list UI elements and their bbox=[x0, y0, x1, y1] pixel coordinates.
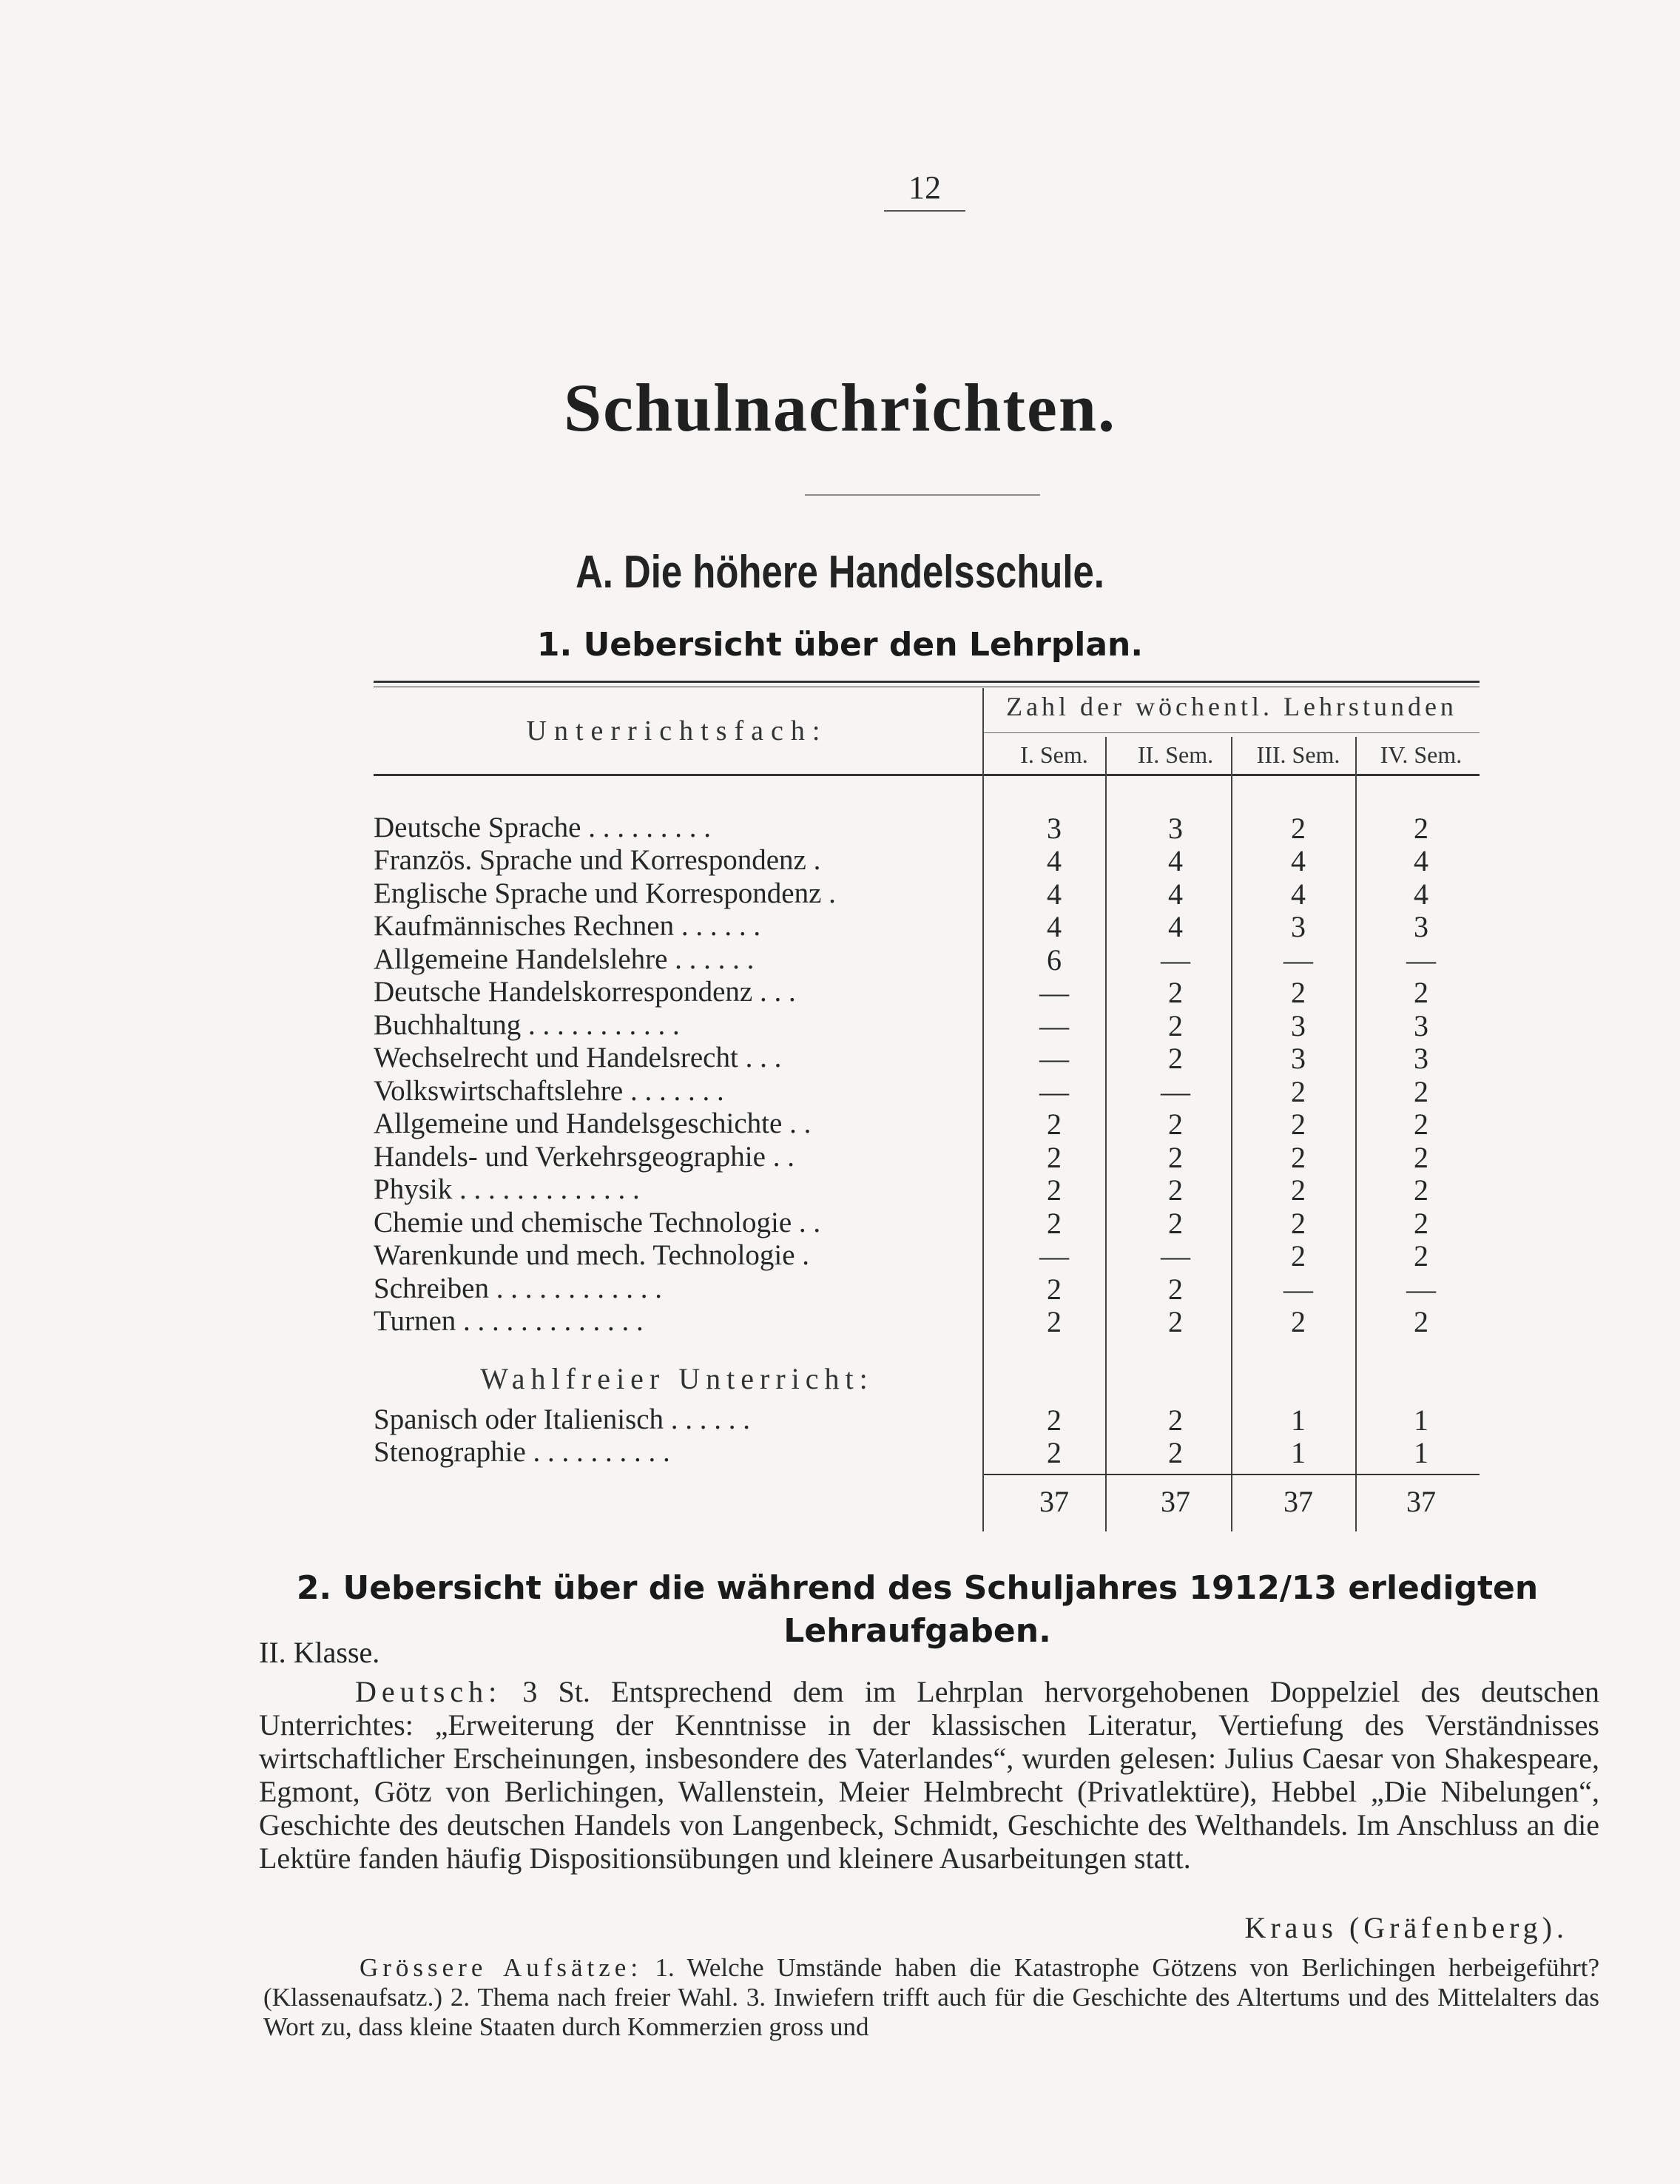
total-sem-1: 37 bbox=[1039, 1485, 1069, 1518]
subject-name: Kaufmännisches Rechnen . . . . . . bbox=[374, 910, 761, 942]
hours-sem-3: 2 bbox=[1291, 1207, 1306, 1240]
hours-sem-1: 2 bbox=[1047, 1207, 1062, 1240]
subject-name: Handels- und Verkehrsgeographie . . bbox=[374, 1141, 795, 1173]
hours-sem-1: 2 bbox=[1047, 1305, 1062, 1338]
subject-name: Allgemeine und Handelsgeschichte . . bbox=[374, 1108, 812, 1139]
table-row bbox=[0, 1403, 1680, 1435]
hours-sem-3: — bbox=[1283, 943, 1313, 977]
hours-sem-3: 2 bbox=[1291, 1305, 1306, 1338]
hours-sem-2: 2 bbox=[1168, 1273, 1183, 1306]
semester-header-1: I. Sem. bbox=[1020, 741, 1088, 768]
subject-column-header: Unterrichtsfach: bbox=[526, 715, 828, 746]
hours-sem-1: 6 bbox=[1047, 943, 1062, 977]
hours-sem-2: — bbox=[1161, 1239, 1190, 1273]
hours-sem-4: — bbox=[1406, 943, 1436, 977]
hours-sem-4: 2 bbox=[1414, 976, 1428, 1009]
hours-sem-4: 4 bbox=[1414, 844, 1428, 877]
table-row bbox=[0, 1272, 1680, 1304]
hours-sem-1: 2 bbox=[1047, 1273, 1062, 1306]
hours-sem-3: 2 bbox=[1291, 976, 1306, 1009]
subject-name: Wechselrecht und Handelsrecht . . . bbox=[374, 1042, 782, 1074]
total-sem-3: 37 bbox=[1283, 1485, 1313, 1518]
subject-name: Physik . . . . . . . . . . . . . bbox=[374, 1173, 640, 1205]
essays-note bbox=[263, 1953, 1599, 2042]
hours-sem-1: 2 bbox=[1047, 1403, 1062, 1437]
hours-sem-2: 2 bbox=[1168, 1436, 1183, 1469]
table-top-rule bbox=[374, 681, 1480, 683]
hours-sem-4: 1 bbox=[1414, 1403, 1428, 1437]
subject-name: Deutsche Handelskorrespondenz . . . bbox=[374, 976, 796, 1008]
hours-sem-4: 2 bbox=[1414, 1141, 1428, 1174]
hours-sem-3: 2 bbox=[1291, 1239, 1306, 1273]
table-row bbox=[0, 909, 1680, 942]
hours-sem-3: 3 bbox=[1291, 910, 1306, 943]
hours-sem-4: 3 bbox=[1414, 910, 1428, 943]
hours-sem-2: 2 bbox=[1168, 1403, 1183, 1437]
table-row bbox=[0, 843, 1680, 876]
subject-name: Spanisch oder Italienisch . . . . . . bbox=[374, 1403, 751, 1435]
hours-sem-3: 3 bbox=[1291, 1042, 1306, 1075]
optional-subjects-header: Wahlfreier Unterricht: bbox=[480, 1362, 874, 1395]
hours-sem-4: 2 bbox=[1414, 1108, 1428, 1141]
table-row bbox=[0, 1074, 1680, 1107]
hours-sem-2: 2 bbox=[1168, 1207, 1183, 1240]
hours-sem-4: 4 bbox=[1414, 877, 1428, 911]
subject-name: Turnen . . . . . . . . . . . . . bbox=[374, 1305, 644, 1337]
note-lead: Grössere Aufsätze: bbox=[360, 1953, 643, 1982]
hours-sem-2: 2 bbox=[1168, 1141, 1183, 1174]
hours-sem-2: 2 bbox=[1168, 1305, 1183, 1338]
table-row bbox=[0, 1435, 1680, 1468]
table-row bbox=[0, 1238, 1680, 1271]
table-row bbox=[0, 811, 1680, 843]
section-2-heading: 2. Uebersicht über die während des Schuljahres 1912/13 erledigten Lehraufgaben. bbox=[296, 1569, 1539, 1650]
hours-sem-4: 2 bbox=[1414, 1173, 1428, 1207]
hours-sem-3: 1 bbox=[1291, 1403, 1306, 1437]
note-text: 1. Welche Umstände haben die Katastrophe Götzens von Berlichingen herbeigeführt? (Klassenaufsatz.) 2. Thema nach freier Wahl. 3. Inwiefern trifft auch für die Geschichte des Altertums und des Mittelalters das Wort zu, dass kleine Staaten durch Kommerzien gross und bbox=[263, 1953, 1599, 2041]
table-row bbox=[0, 1041, 1680, 1074]
semester-header-4: IV. Sem. bbox=[1380, 741, 1463, 768]
hours-sem-2: 3 bbox=[1168, 812, 1183, 845]
hours-sem-2: 2 bbox=[1168, 1009, 1183, 1042]
table-row bbox=[0, 1173, 1680, 1205]
total-sem-2: 37 bbox=[1161, 1485, 1190, 1518]
subject-name: Englische Sprache und Korrespondenz . bbox=[374, 877, 836, 909]
table-row bbox=[0, 1304, 1680, 1337]
section-1-heading: 1. Uebersicht über den Lehrplan. bbox=[536, 626, 1144, 664]
hours-sem-2: 2 bbox=[1168, 976, 1183, 1009]
hours-sem-1: 4 bbox=[1047, 877, 1062, 911]
german-syllabus-paragraph bbox=[259, 1675, 1599, 1875]
subject-name: Französ. Sprache und Korrespondenz . bbox=[374, 844, 821, 876]
hours-sem-4: 2 bbox=[1414, 1075, 1428, 1108]
hours-sem-1: 2 bbox=[1047, 1173, 1062, 1207]
paragraph-lead: Deutsch: bbox=[355, 1675, 502, 1708]
hours-sem-1: — bbox=[1039, 1042, 1069, 1075]
subject-name: Allgemeine Handelslehre . . . . . . bbox=[374, 943, 755, 975]
hours-sem-1: — bbox=[1039, 1075, 1069, 1108]
subject-name: Buchhaltung . . . . . . . . . . . bbox=[374, 1009, 680, 1041]
hours-sem-3: 4 bbox=[1291, 844, 1306, 877]
hours-column-header: Zahl der wöchentl. Lehrstunden bbox=[1006, 692, 1457, 721]
hours-sem-2: — bbox=[1161, 943, 1190, 977]
hours-sem-3: 2 bbox=[1291, 1141, 1306, 1174]
hours-sem-1: 2 bbox=[1047, 1141, 1062, 1174]
hours-sem-1: 2 bbox=[1047, 1108, 1062, 1141]
total-sem-4: 37 bbox=[1406, 1485, 1436, 1518]
hours-sem-1: 3 bbox=[1047, 812, 1062, 845]
hours-sem-4: 2 bbox=[1414, 1305, 1428, 1338]
header-bottom-rule bbox=[374, 774, 1480, 776]
table-row bbox=[0, 943, 1680, 975]
hours-sem-3: 3 bbox=[1291, 1009, 1306, 1042]
table-row bbox=[0, 975, 1680, 1008]
subject-name: Warenkunde und mech. Technologie . bbox=[374, 1239, 810, 1271]
hours-sem-2: 2 bbox=[1168, 1173, 1183, 1207]
hours-sem-2: 4 bbox=[1168, 877, 1183, 911]
class-heading: II. Klasse. bbox=[259, 1636, 380, 1669]
hours-sem-2: 2 bbox=[1168, 1108, 1183, 1141]
subject-name: Schreiben . . . . . . . . . . . . bbox=[374, 1273, 662, 1304]
subject-name: Deutsche Sprache . . . . . . . . . bbox=[374, 812, 711, 843]
hours-sem-3: — bbox=[1283, 1273, 1313, 1306]
page-title: Schulnachrichten. bbox=[563, 370, 1117, 445]
hours-sem-3: 2 bbox=[1291, 1108, 1306, 1141]
subject-name: Chemie und chemische Technologie . . bbox=[374, 1207, 821, 1238]
hours-sem-1: — bbox=[1039, 1239, 1069, 1273]
hours-sem-2: — bbox=[1161, 1075, 1190, 1108]
hours-sem-4: 1 bbox=[1414, 1436, 1428, 1469]
hours-sem-3: 2 bbox=[1291, 1075, 1306, 1108]
hours-sem-3: 4 bbox=[1291, 877, 1306, 911]
hours-sem-1: 2 bbox=[1047, 1436, 1062, 1469]
header-mid-rule bbox=[984, 732, 1480, 733]
hours-sem-4: — bbox=[1406, 1273, 1436, 1306]
hours-sem-4: 3 bbox=[1414, 1042, 1428, 1075]
semester-header-2: II. Sem. bbox=[1137, 741, 1214, 768]
section-a-heading: A. Die höhere Handelsschule. bbox=[576, 547, 1104, 598]
hours-sem-3: 2 bbox=[1291, 1173, 1306, 1207]
hours-sem-2: 4 bbox=[1168, 910, 1183, 943]
hours-sem-4: 3 bbox=[1414, 1009, 1428, 1042]
table-row bbox=[0, 1008, 1680, 1041]
hours-sem-4: 2 bbox=[1414, 1207, 1428, 1240]
hours-sem-1: — bbox=[1039, 976, 1069, 1009]
hours-sem-1: — bbox=[1039, 1009, 1069, 1042]
subject-name: Stenographie . . . . . . . . . . bbox=[374, 1436, 670, 1468]
table-row bbox=[0, 877, 1680, 909]
table-row bbox=[0, 1107, 1680, 1139]
teacher-signature: Kraus (Gräfenberg). bbox=[1244, 1911, 1568, 1944]
hours-sem-2: 4 bbox=[1168, 844, 1183, 877]
table-row bbox=[0, 1140, 1680, 1173]
hours-sem-2: 2 bbox=[1168, 1042, 1183, 1075]
paragraph-text: 3 St. Entsprechend dem im Lehrplan hervorgehobenen Doppelziel des deutschen Unterrichtes: „Erweiterung der Kenntnisse in der klassischen Literatur, Vertiefung des Verständnisses wirtschaftlicher Erscheinungen, insbesondere des Vaterlandes“, wurden gelesen: Julius Caesar von Shakespeare, Egmont, Götz von Berlichingen, Wallenstein, Meier Helmbrecht (Privatlektüre), Hebbel „Die Nibelungen“, Geschichte des deutschen Handels von Langenbeck, Schmidt, Geschichte des Welthandels. Im Anschluss an die Lektüre fanden häufig Dispositionsübungen und kleinere Ausarbeitungen statt. bbox=[259, 1675, 1599, 1875]
subject-name: Volkswirtschaftslehre . . . . . . . bbox=[374, 1075, 724, 1107]
hours-sem-1: 4 bbox=[1047, 910, 1062, 943]
semester-header-3: III. Sem. bbox=[1256, 741, 1340, 768]
hours-sem-1: 4 bbox=[1047, 844, 1062, 877]
hours-sem-4: 2 bbox=[1414, 1239, 1428, 1273]
table-row bbox=[0, 1206, 1680, 1238]
hours-sem-3: 2 bbox=[1291, 812, 1306, 845]
page-number: 12 bbox=[908, 169, 941, 206]
hours-sem-3: 1 bbox=[1291, 1436, 1306, 1469]
totals-rule bbox=[984, 1474, 1480, 1475]
hours-sem-4: 2 bbox=[1414, 812, 1428, 845]
